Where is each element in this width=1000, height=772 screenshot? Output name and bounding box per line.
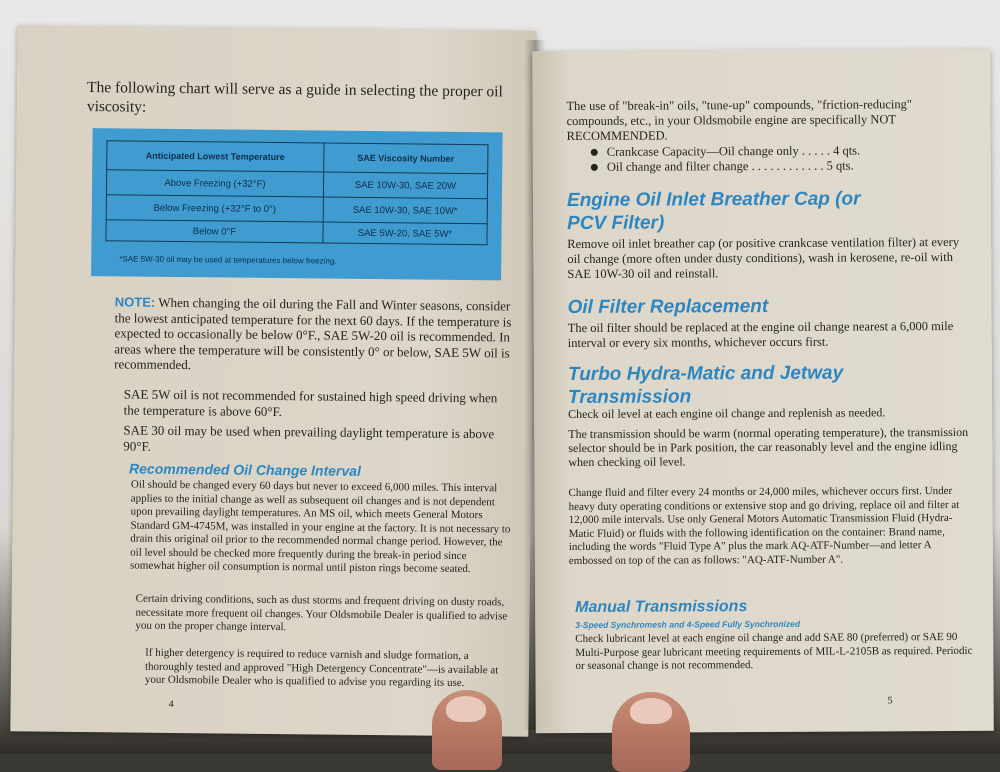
viscosity-chart [91,128,503,280]
note-text: When changing the oil during the Fall and Winter seasons, consider the lowest anticipated temperature for the next 60 days. If the temperature is expected to occasionally be below 0°F., SAE 5W-20 oil is recommended. In areas where the temperature will be consistently 0° or below, SAE 5W oil is recommended. [114,294,512,373]
left-thumb [432,690,502,770]
viscosity-table [105,140,488,245]
list-item: Crankcase Capacity—Oil change only . . . . . 4 qts. [591,143,921,160]
right-thumb [612,692,690,772]
table-footnote: *SAE 5W-30 oil may be used at temperatures below freezing. [119,254,337,266]
list-item: Oil change and filter change . . . . . . . . . . . . 5 qts. [591,158,921,175]
conditions-paragraph: Certain driving conditions, such as dust storms and frequent driving on dusty roads, necessitate more frequent oil changes. Your Oldsmobile Dealer is qualified to advise you on the proper change interval. [135,592,508,634]
manual-paragraph: Check lubricant level at each engine oil change and add SAE 80 (preferred) or SAE 90 Multi-Purpose gear lubricant meeting requirements of MIL-L-2105B as required. Periodic or seasonal change is not recommended. [575,630,973,672]
table-header-viscosity: SAE Viscosity Number [324,143,488,174]
oil-change-interval-heading: Recommended Oil Change Interval [128,460,361,479]
manual-transmissions-heading: Manual Transmissions [575,598,748,616]
breakin-paragraph: The use of "break-in" oils, "tune-up" compounds, "friction-reducing" compounds, etc., in your Oldsmobile engine are specifically NOT RECOMMENDED. [566,97,913,144]
interval-paragraph: Oil should be changed every 60 days but never to exceed 6,000 miles. This interval applies to the initial change as well as subsequent oil changes and is not dependent upon prevailing daylight temperatures. An MS oil, which meets General Motors Standard GM-4745M, was installed in your engine at the factory. It is not necessary to drain this original oil prior to the recommended normal change period. However, the oil level should be checked more frequently during the break-in period since somewhat higher oil consumption is normal until piston rings become seated. [129,478,511,576]
note-label: NOTE: [114,294,156,310]
table-header-temperature: Anticipated Lowest Temperature [107,141,324,172]
page-number-right: 5 [887,695,893,707]
turbo-paragraph-3: Change fluid and filter every 24 months or 24,000 miles, whichever occurs first. Under heavy duty operating conditions or extensive stop and go driving, replace oil and filter at 12,000 mile intervals. Use only General Motors Automatic Transmission Fluid (Hydra-Matic Fluid) or fluids with the following identification on the container: Brand name, including the words "Fluid Type A" plus the mark AQ-ATF-Number—and letter A embossed on top of the can as follows: "AQ-ATF-Number A". [568,485,960,567]
left-page [10,25,535,736]
breather-paragraph: Remove oil inlet breather cap (or positive crankcase ventilation filter) at every oil change (more often under dusty conditions), wash in kerosene, re-oil with SAE 10W-30 oil and reinstall. [567,234,960,282]
oil-filter-heading: Oil Filter Replacement [567,295,769,319]
turbo-hydramatic-heading: Turbo Hydra-Matic and Jetway Transmission [567,362,844,409]
sae5w-paragraph: SAE 5W oil is not recommended for sustained high speed driving when the temperature is above 60°F. [123,386,498,419]
capacity-list [591,143,921,175]
thumbnail [630,698,672,724]
table-cell: Below 0°F [106,220,323,243]
page-number-left: 4 [168,698,174,710]
turbo-paragraph-2: The transmission should be warm (normal operating temperature), the transmission selector should be in Park position, the car reasonably level and the engine idling when checking oil level. [568,424,969,470]
intro-text: The following chart will serve as a guide in selecting the proper oil viscosity: [86,79,503,116]
table-cell: SAE 5W-20, SAE 5W* [323,222,487,245]
filter-paragraph: The oil filter should be replaced at the engine oil change nearest a 6,000 mile interval or every six months, whichever occurs first. [567,319,954,351]
bullet-icon [591,164,598,171]
table-row [106,220,487,245]
table-cell: SAE 10W-30, SAE 10W* [323,197,487,224]
bullet-icon [591,149,598,156]
table-cell: Below Freezing (+32°F to 0°) [106,195,323,222]
table-cell: SAE 10W-30, SAE 20W [323,172,487,199]
breather-cap-heading: Engine Oil Inlet Breather Cap (or PCV Filter) [566,188,861,235]
manual-subheading: 3-Speed Synchromesh and 4-Speed Fully Synchronized [575,618,801,630]
thumbnail [446,696,486,722]
detergency-paragraph: If higher detergency is required to reduce varnish and sludge formation, a thoroughly tested and approved "High Detergency Concentrate"—is available at your Oldsmobile Dealer who is qualified to advise you regarding its use. [144,646,499,690]
right-page [532,49,994,733]
turbo-paragraph-1: Check oil level at each engine oil change and replenish as needed. [568,405,886,422]
sae30-paragraph: SAE 30 oil may be used when prevailing daylight temperature is above 90°F. [123,422,495,454]
note-paragraph [114,294,515,376]
table-cell: Above Freezing (+32°F) [106,170,323,197]
